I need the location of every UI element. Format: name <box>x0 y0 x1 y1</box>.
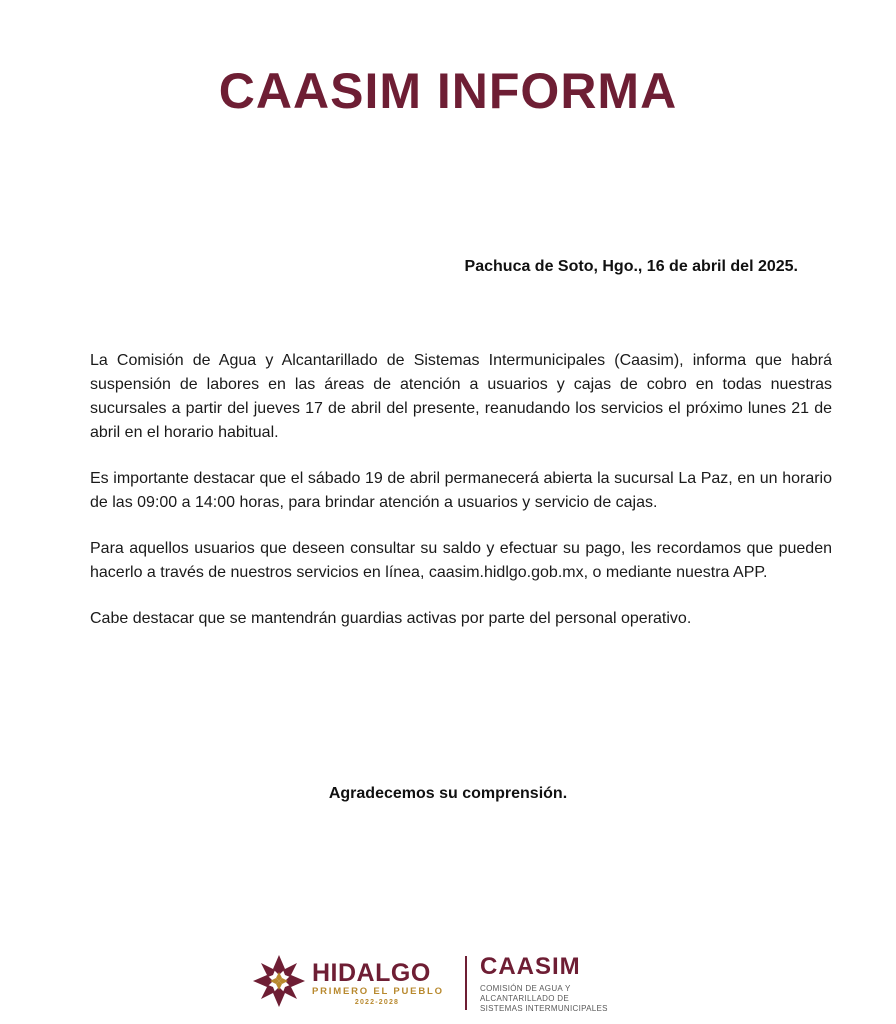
hidalgo-name: HIDALGO <box>312 959 431 987</box>
hidalgo-slogan: PRIMERO EL PUEBLO <box>312 986 444 997</box>
caasim-subtitle-line: SISTEMAS INTERMUNICIPALES <box>480 1004 608 1013</box>
notice-body <box>90 349 832 653</box>
caasim-subtitle-line: ALCANTARILLADO DE <box>480 994 569 1003</box>
paragraph-la-paz-branch: Es importante destacar que el sábado 19 de abril permanecerá abierta la sucursal La Paz, en un horario de las 09:00 a 14:00 horas, para brindar atención a usuarios y servicio de cajas. <box>90 470 832 511</box>
hidalgo-emblem-icon <box>252 954 306 1008</box>
caasim-subtitle-line: COMISIÓN DE AGUA Y <box>480 984 571 993</box>
closing-message: Agradecemos su comprensión. <box>328 785 568 802</box>
logo-divider <box>465 956 467 1010</box>
footer-logos <box>250 950 650 1014</box>
paragraph-guards: Cabe destacar que se mantendrán guardias activas por parte del personal operativo. <box>90 610 692 627</box>
caasim-logo <box>480 954 645 1014</box>
hidalgo-logo <box>312 960 458 1008</box>
paragraph-online-payment: Para aquellos usuarios que deseen consultar su saldo y efectuar su pago, les recordamos que pueden hacerlo a través de nuestros servicios en línea, caasim.hidlgo.gob.mx, o mediante nuestra APP. <box>90 540 832 581</box>
dateline: Pachuca de Soto, Hgo., 16 de abril del 2025. <box>464 258 798 275</box>
hidalgo-years: 2022-2028 <box>354 999 400 1006</box>
page-title: CAASIM INFORMA <box>218 63 678 119</box>
caasim-subtitle <box>480 984 645 1014</box>
paragraph-suspension: La Comisión de Agua y Alcantarillado de Sistemas Intermunicipales (Caasim), informa que habrá suspensión de labores en las áreas de atención a usuarios y cajas de cobro en todas nuestras sucursales a partir del jueves 17 de abril del presente, reanudando los servicios el próximo lunes 21 de abril en el horario habitual. <box>90 352 832 441</box>
caasim-name: CAASIM <box>480 953 581 980</box>
